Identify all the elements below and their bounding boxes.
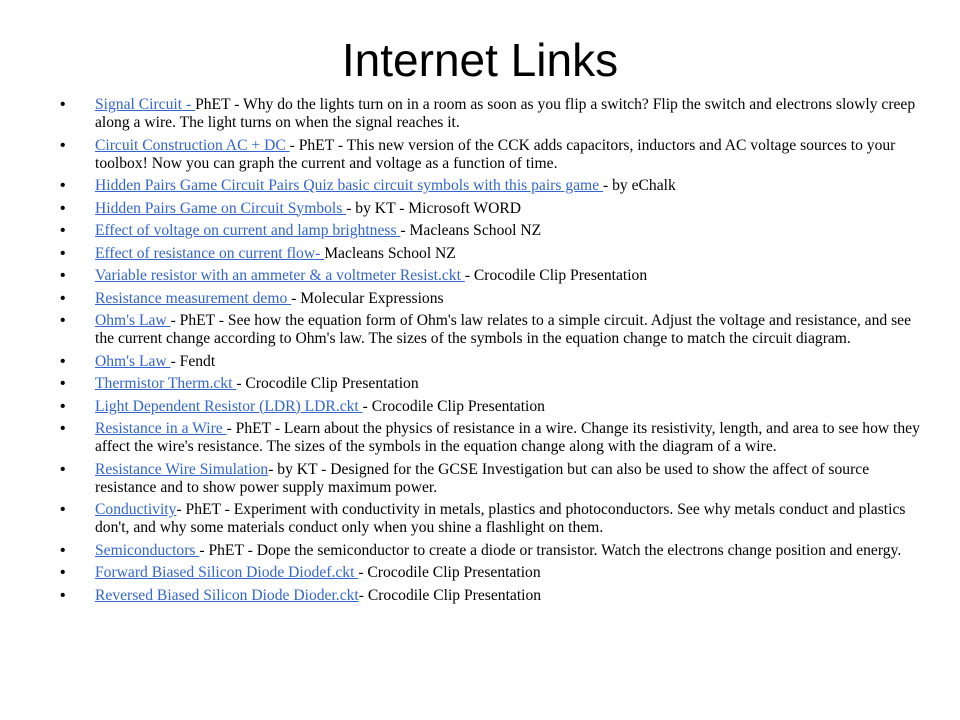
item-description: - by KT - Designed for the GCSE Investigation but can also be used to show the affect of source resistance and to show power supply maximum power. xyxy=(95,460,870,496)
item-description: - by eChalk xyxy=(603,177,676,194)
list-item xyxy=(60,290,920,308)
item-description: - Fendt xyxy=(170,352,216,370)
bullet-icon: • xyxy=(60,244,66,262)
item-description: - PhET - Experiment with conductivity in metals, plastics and photoconductors. See why metals conduct and plastics don't, and why some materials conduct only when you shine a flashlight on them. xyxy=(95,501,906,536)
link-circuit-construction-ac-dc[interactable]: Circuit Construction AC + DC xyxy=(95,136,290,154)
list-item xyxy=(60,420,920,456)
bullet-icon: • xyxy=(60,586,66,604)
list-item xyxy=(60,375,920,393)
link-ldr[interactable]: Light Dependent Resistor (LDR) LDR.ckt xyxy=(95,397,363,415)
bullet-icon: • xyxy=(60,420,66,437)
bullet-icon: • xyxy=(60,564,66,581)
link-ohms-law-fendt[interactable]: Ohm's Law xyxy=(95,352,171,370)
bullet-icon: • xyxy=(60,541,66,559)
bullet-icon: • xyxy=(60,177,66,194)
list-item xyxy=(60,398,920,416)
list-item xyxy=(60,245,920,263)
list-item xyxy=(60,312,920,348)
item-description: - Crocodile Clip Presentation xyxy=(464,267,648,284)
item-description: - Crocodile Clip Presentation xyxy=(236,375,419,392)
bullet-icon: • xyxy=(60,460,66,478)
item-description: - Macleans School NZ xyxy=(400,222,542,239)
link-effect-of-voltage[interactable]: Effect of voltage on current and lamp brightness xyxy=(95,222,401,239)
link-resistance-wire-simulation[interactable]: Resistance Wire Simulation xyxy=(95,460,269,478)
bullet-icon: • xyxy=(60,352,66,370)
item-description: - Crocodile Clip Presentation xyxy=(362,397,545,415)
item-description: PhET - Why do the lights turn on in a room as soon as you flip a switch? Flip the switch and electrons slowly creep along a wire. The light turns on when the signal reaches it. xyxy=(95,96,916,131)
item-description: - Crocodile Clip Presentation xyxy=(358,564,541,581)
list-item xyxy=(60,353,920,371)
list-item xyxy=(60,587,920,605)
link-signal-circuit[interactable]: Signal Circuit - xyxy=(95,96,196,113)
item-description: - by KT - Microsoft WORD xyxy=(346,199,522,217)
bullet-icon: • xyxy=(60,199,66,217)
list-item xyxy=(60,137,920,173)
link-list xyxy=(60,96,920,609)
list-item xyxy=(60,501,920,537)
link-resistance-in-a-wire[interactable]: Resistance in a Wire xyxy=(95,420,227,437)
bullet-icon: • xyxy=(60,312,66,329)
list-item xyxy=(60,564,920,582)
link-conductivity[interactable]: Conductivity xyxy=(95,501,177,518)
list-item xyxy=(60,542,920,560)
link-resistance-measurement-demo[interactable]: Resistance measurement demo xyxy=(95,289,292,307)
link-ohms-law-phet[interactable]: Ohm's Law xyxy=(95,312,171,329)
link-variable-resistor[interactable]: Variable resistor with an ammeter & a voltmeter Resist.ckt xyxy=(95,267,465,284)
link-reversed-biased-diode[interactable]: Reversed Biased Silicon Diode Dioder.ckt xyxy=(95,586,359,604)
bullet-icon: • xyxy=(60,397,66,415)
list-item xyxy=(60,96,920,132)
bullet-icon: • xyxy=(60,222,66,239)
list-item xyxy=(60,177,920,195)
link-hidden-pairs-game-circuit-pairs[interactable]: Hidden Pairs Game Circuit Pairs Quiz basic circuit symbols with this pairs game xyxy=(95,177,604,194)
item-description: - Crocodile Clip Presentation xyxy=(358,586,542,604)
bullet-icon: • xyxy=(60,136,66,154)
item-description: - Molecular Expressions xyxy=(291,289,444,307)
link-effect-of-resistance[interactable]: Effect of resistance on current flow- xyxy=(95,244,325,262)
link-semiconductors[interactable]: Semiconductors xyxy=(95,541,200,559)
bullet-icon: • xyxy=(60,96,66,113)
bullet-icon: • xyxy=(60,289,66,307)
link-hidden-pairs-circuit-symbols[interactable]: Hidden Pairs Game on Circuit Symbols xyxy=(95,199,347,217)
item-description: - PhET - Learn about the physics of resistance in a wire. Change its resistivity, length, and area to see how they affect the wire's resistance. The sizes of the symbols in the equation change along with the diagram of a wire. xyxy=(95,420,920,455)
link-thermistor[interactable]: Thermistor Therm.ckt xyxy=(95,375,237,392)
item-description: - PhET - Dope the semiconductor to create a diode or transistor. Watch the electrons change position and energy. xyxy=(199,541,902,559)
bullet-icon: • xyxy=(60,501,66,518)
bullet-icon: • xyxy=(60,375,66,392)
list-item xyxy=(60,222,920,240)
list-item xyxy=(60,461,920,497)
item-description: - PhET - This new version of the CCK adds capacitors, inductors and AC voltage sources to your toolbox! Now you can graph the current and voltage as a function of time. xyxy=(95,136,896,172)
link-forward-biased-diode[interactable]: Forward Biased Silicon Diode Diodef.ckt xyxy=(95,564,359,581)
page-title: Internet Links xyxy=(341,34,619,86)
list-item xyxy=(60,200,920,218)
item-description: Macleans School NZ xyxy=(324,244,456,262)
item-description: - PhET - See how the equation form of Ohm's law relates to a simple circuit. Adjust the voltage and resistance, and see the current change according to Ohm's law. The sizes of the symbols in the equation change to match the circuit diagram. xyxy=(95,312,912,347)
list-item xyxy=(60,267,920,285)
bullet-icon: • xyxy=(60,267,66,284)
